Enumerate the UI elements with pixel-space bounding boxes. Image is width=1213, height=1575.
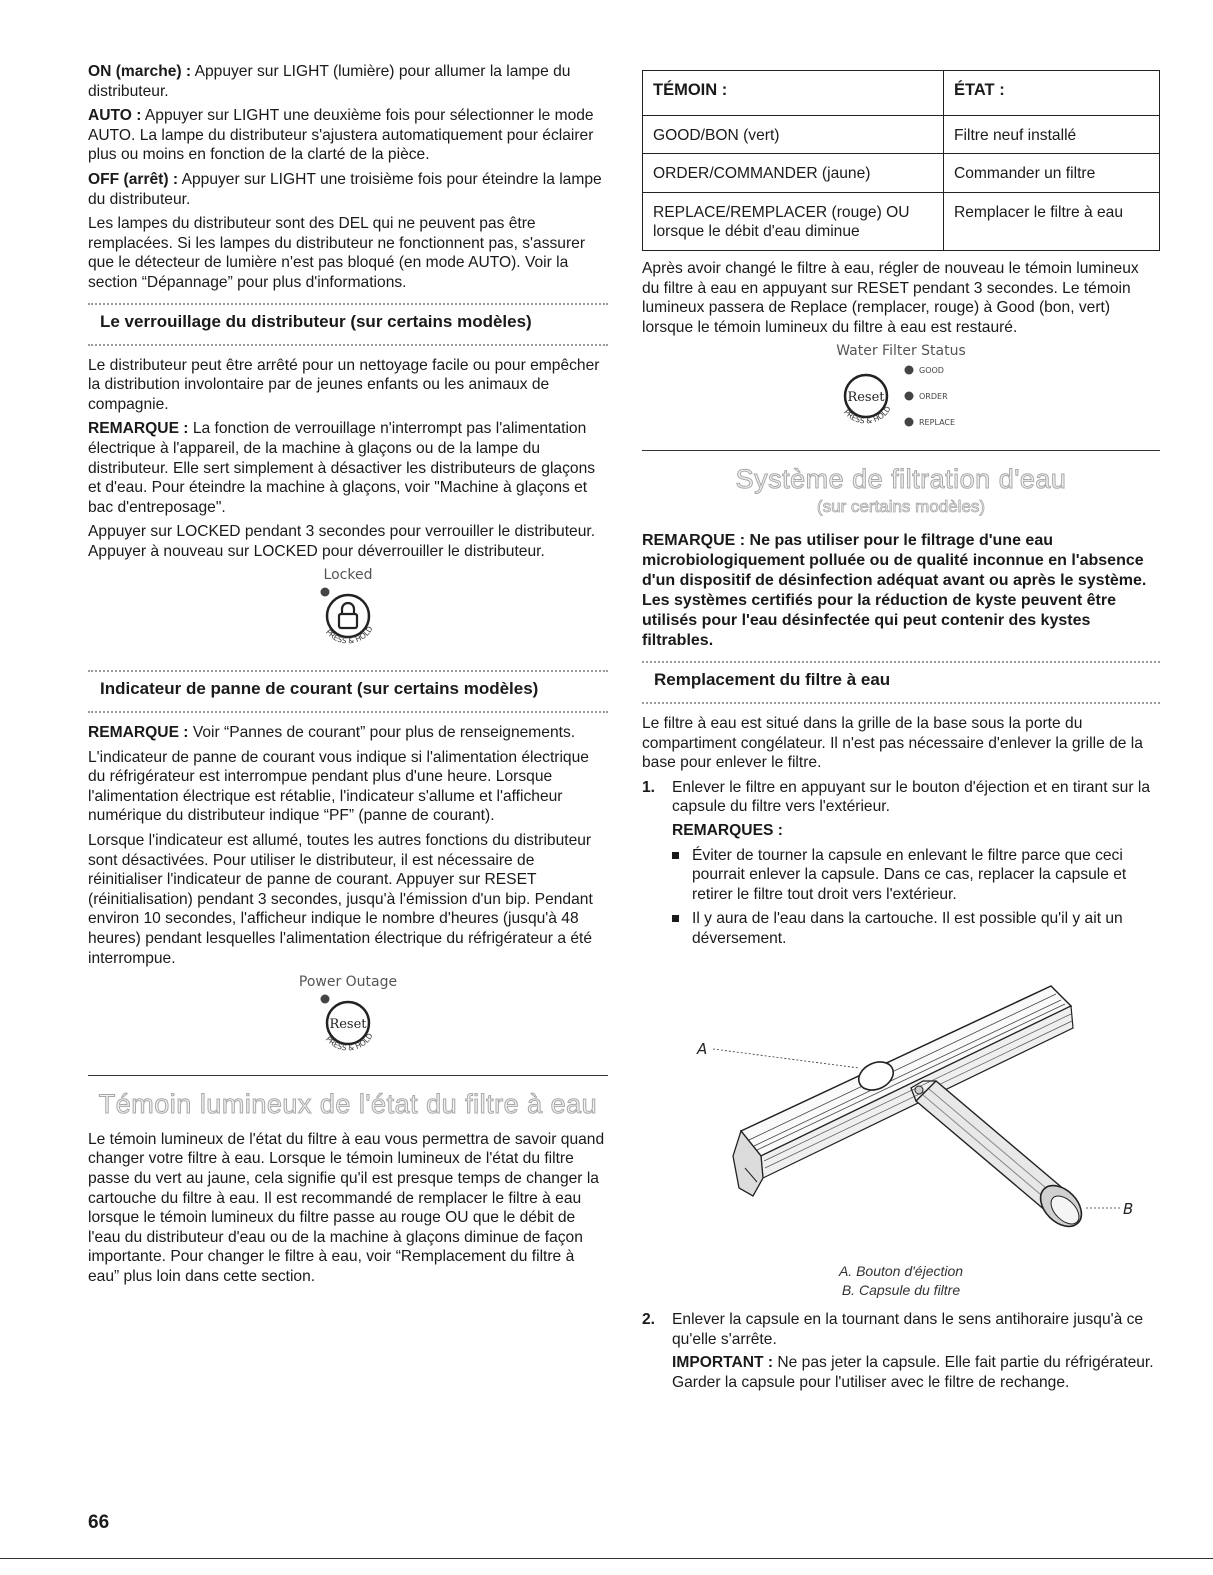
table-cell: Commander un filtre: [944, 154, 1160, 193]
bullet-square-icon: [672, 852, 679, 859]
important-label: IMPORTANT :: [672, 1354, 774, 1372]
water-filter-status-diagram: [642, 342, 1160, 444]
order-text: ORDER: [919, 392, 948, 402]
label-b: B: [1123, 1200, 1134, 1219]
step-number: 1.: [642, 778, 656, 796]
term-on: ON (marche) :: [88, 63, 192, 80]
table-header-row: [643, 71, 1160, 116]
table-cell: REPLACE/REMPLACER (rouge) OU lorsque le débit d'eau diminue: [643, 192, 944, 250]
water-filter-status-label: Water Filter Status: [836, 343, 966, 360]
divider: [88, 670, 608, 672]
outage-section-header: [88, 670, 608, 713]
caption-a: A. Bouton d'éjection: [838, 1263, 964, 1280]
step-1: [642, 778, 1160, 841]
bullet-square-icon: [672, 915, 679, 922]
table-row: [643, 154, 1160, 193]
important-note: [672, 1353, 1160, 1392]
outage-paragraph-2: Lorsque l'indicateur est allumé, toutes les autres fonctions du distributeur sont désactivées. Pour utiliser le distributeur, il est nécessaire de réinitialiser l'indicateur de panne de courant. Appuyer sur RESET (réinitialisation) pendant 3 secondes, jusqu'à l'émission d'un bip. Pendant environ 10 secondes, l'afficheur indique le nombre d'heures (jusqu'à 48 heures) pendant lesquelles l'alimentation électrique du réfrigérateur a été interrompue.: [88, 832, 593, 967]
lock-paragraph-1: Le distributeur peut être arrêté pour un nettoyage facile ou pour empêcher la distribution involontaire par de jeunes enfants ou les animaux de compagnie.: [88, 356, 600, 413]
lock-note: [88, 419, 608, 517]
press-hold-text: PRESS & HOLD: [324, 1031, 375, 1053]
press-hold-text: PRESS & HOLD: [324, 625, 375, 646]
label-a: A: [697, 1040, 708, 1059]
divider: [88, 344, 608, 346]
order-indicator-icon: [905, 392, 914, 401]
filter-grille-illustration: [661, 956, 1141, 1256]
after-table-paragraph: Après avoir changé le filtre à eau, régler de nouveau le témoin lumineux du filtre à eau en appuyant sur RESET pendant 3 secondes. Le témoin lumineux passera de Replace (remplacer, rouge) à Good (bon, vert) lorsque le témoin lumineux du filtre à eau est restauré.: [642, 259, 1139, 336]
outage-note: [88, 723, 608, 743]
filter-removal-illustration: [642, 956, 1160, 1300]
page-number: 66: [88, 1512, 110, 1533]
good-text: GOOD: [919, 366, 944, 376]
step-number: 2.: [642, 1311, 656, 1329]
table-row: [643, 192, 1160, 250]
step-2-text: Enlever la capsule en la tournant dans le sens antihoraire jusqu'à ce qu'elle s'arrête.: [672, 1311, 1144, 1348]
filtration-note: REMARQUE : Ne pas utiliser pour le filtrage d'une eau microbiologiquement polluée ou de qualité inconnue en l'absence d'un dispositif de désinfection adéquat avant ou après le système. Les systèmes certifiés pour la réduction de kyste peuvent être utilisés pour l'eau désinfectée qui peut contenir des kystes filtrables.: [642, 531, 1147, 649]
filter-status-table: [642, 70, 1160, 251]
step-1-text: Enlever le filtre en appuyant sur le bouton d'éjection et en tirant sur la capsule du filtre vers l'extérieur.: [672, 778, 1151, 816]
replace-indicator-icon: [905, 418, 914, 427]
step-2: [642, 1310, 1160, 1392]
lock-button-icon: [303, 584, 393, 654]
filtration-system-heading: Système de filtration d'eau: [735, 463, 1067, 494]
left-column: [88, 62, 608, 1292]
divider: [88, 303, 608, 305]
filtration-system-subheading: (sur certains modèles): [816, 496, 986, 516]
divider: [88, 711, 608, 713]
remarques-label: REMARQUES :: [672, 821, 783, 839]
reset-text: Reset: [847, 390, 885, 406]
bullet-text: Il y aura de l'eau dans la cartouche. Il est possible qu'il y ait un déversement.: [692, 910, 1123, 947]
right-column: [642, 62, 1160, 1397]
table-cell: GOOD/BON (vert): [643, 115, 944, 154]
press-hold-text: PRESS & HOLD: [842, 404, 893, 426]
important-text: Ne pas jeter la capsule. Elle fait partie du réfrigérateur. Garder la capsule pour l'utiliser avec le filtre de rechange.: [672, 1354, 1154, 1391]
note-text: La fonction de verrouillage n'interrompt pas l'alimentation électrique à l'appareil, de la machine à glaçons ou de la lampe du distributeur. Elle sert simplement à désactiver les distributeurs de glaçons et d'eau. Pour éteindre la machine à glaçons, voir "Machine à glaçons et bac d'entreposage".: [88, 420, 596, 516]
replace-section-header: [642, 661, 1160, 704]
text-auto: Appuyer sur LIGHT une deuxième fois pour sélectionner le mode AUTO. La lampe du distributeur s'ajustera automatiquement pour éclairer plus ou moins en fonction de la clarté de la pièce.: [88, 107, 594, 164]
bullet-text: Éviter de tourner la capsule en enlevant le filtre parce que ceci pourrait enlever la capsule. Dans ce cas, replacer la capsule et retirer le filtre tout droit vers l'extérieur.: [692, 846, 1127, 903]
bullet-item: [642, 846, 1160, 905]
note-label: REMARQUE :: [88, 724, 189, 742]
filter-status-paragraph: Le témoin lumineux de l'état du filtre à eau vous permettra de savoir quand changer votre filtre à eau. Lorsque le témoin lumineux de l'état du filtre passe du vert au jaune, cela signifie qu'il est presque temps de changer la cartouche du filtre à eau. Il est recommandé de remplacer le filtre à eau lorsque le témoin lumineux du filtre passe au rouge OU que le débit de l'eau du distributeur d'eau ou de la machine à glaçons diminue de façon importante. Pour changer le filtre à eau, voir “Remplacement du filtre à eau” plus loin dans cette section.: [88, 1130, 605, 1285]
text-off: Appuyer sur LIGHT une troisième fois pour éteindre la lampe du distributeur.: [88, 170, 602, 208]
lock-paragraph-2: Appuyer sur LOCKED pendant 3 secondes pour verrouiller le distributeur. Appuyer à nouveau sur LOCKED pour déverrouiller le distributeur.: [88, 523, 596, 560]
paragraph-auto: [88, 106, 608, 165]
locked-button-diagram: [88, 566, 608, 660]
bullet-item: [642, 909, 1160, 948]
text-on: Appuyer sur LIGHT (lumière) pour allumer la lampe du distributeur.: [88, 63, 571, 100]
power-outage-label: Power Outage: [298, 974, 398, 991]
good-indicator-icon: [905, 366, 914, 375]
term-auto: AUTO :: [88, 107, 142, 125]
section-rule: [642, 450, 1160, 451]
bottom-rule: [0, 1558, 1213, 1559]
lock-section-header: [88, 303, 608, 346]
outage-heading: Indicateur de panne de courant (sur certains modèles): [100, 679, 539, 699]
replace-heading: Remplacement du filtre à eau: [654, 669, 891, 689]
reset-button-icon: [303, 991, 393, 1061]
replace-paragraph: Le filtre à eau est situé dans la grille de la base sous la porte du compartiment congélateur. Il n'est pas nécessaire d'enlever la grille de la base pour enlever le filtre.: [642, 714, 1143, 772]
caption-b: B. Capsule du filtre: [841, 1282, 961, 1299]
table-cell: Filtre neuf installé: [944, 115, 1160, 154]
replace-text: REPLACE: [919, 418, 956, 428]
divider: [642, 702, 1160, 704]
locked-label: Locked: [323, 567, 373, 584]
note-label: REMARQUE :: [88, 420, 189, 438]
power-outage-diagram: [88, 973, 608, 1067]
paragraph-on: [88, 62, 608, 101]
table-header: TÉMOIN :: [643, 71, 944, 116]
table-row: [643, 115, 1160, 154]
table-cell: Remplacer le filtre à eau: [944, 192, 1160, 250]
paragraph-off: [88, 170, 608, 209]
note-text: Voir “Pannes de courant” pour plus de renseignements.: [188, 724, 576, 742]
term-off: OFF (arrêt) :: [88, 170, 179, 188]
table-cell: ORDER/COMMANDER (jaune): [643, 154, 944, 193]
paragraph-led: Les lampes du distributeur sont des DEL qui ne peuvent pas être remplacées. Si les lampes du distributeur ne fonctionnent pas, s'assurer que le détecteur de lumière n'est pas bloqué (en mode AUTO). Voir la section “Dépannage” pour plus d'informations.: [88, 215, 586, 291]
outage-paragraph-1: L'indicateur de panne de courant vous indique si l'alimentation électrique du réfrigérateur est interrompue pendant plus d'une heure. Lorsque l'alimentation électrique est rétablie, l'indicateur s'allume et l'afficheur numérique du distributeur indique “PF” (panne de courant).: [88, 748, 589, 825]
table-header: ÉTAT :: [944, 71, 1160, 116]
section-rule: [88, 1075, 608, 1076]
filter-status-heading: Témoin lumineux de l'état du filtre à eau: [98, 1088, 598, 1119]
divider: [642, 661, 1160, 663]
lock-heading: Le verrouillage du distributeur (sur certains modèles): [100, 311, 532, 331]
reset-text: Reset: [329, 1017, 367, 1033]
water-filter-reset-icon: [811, 360, 991, 438]
